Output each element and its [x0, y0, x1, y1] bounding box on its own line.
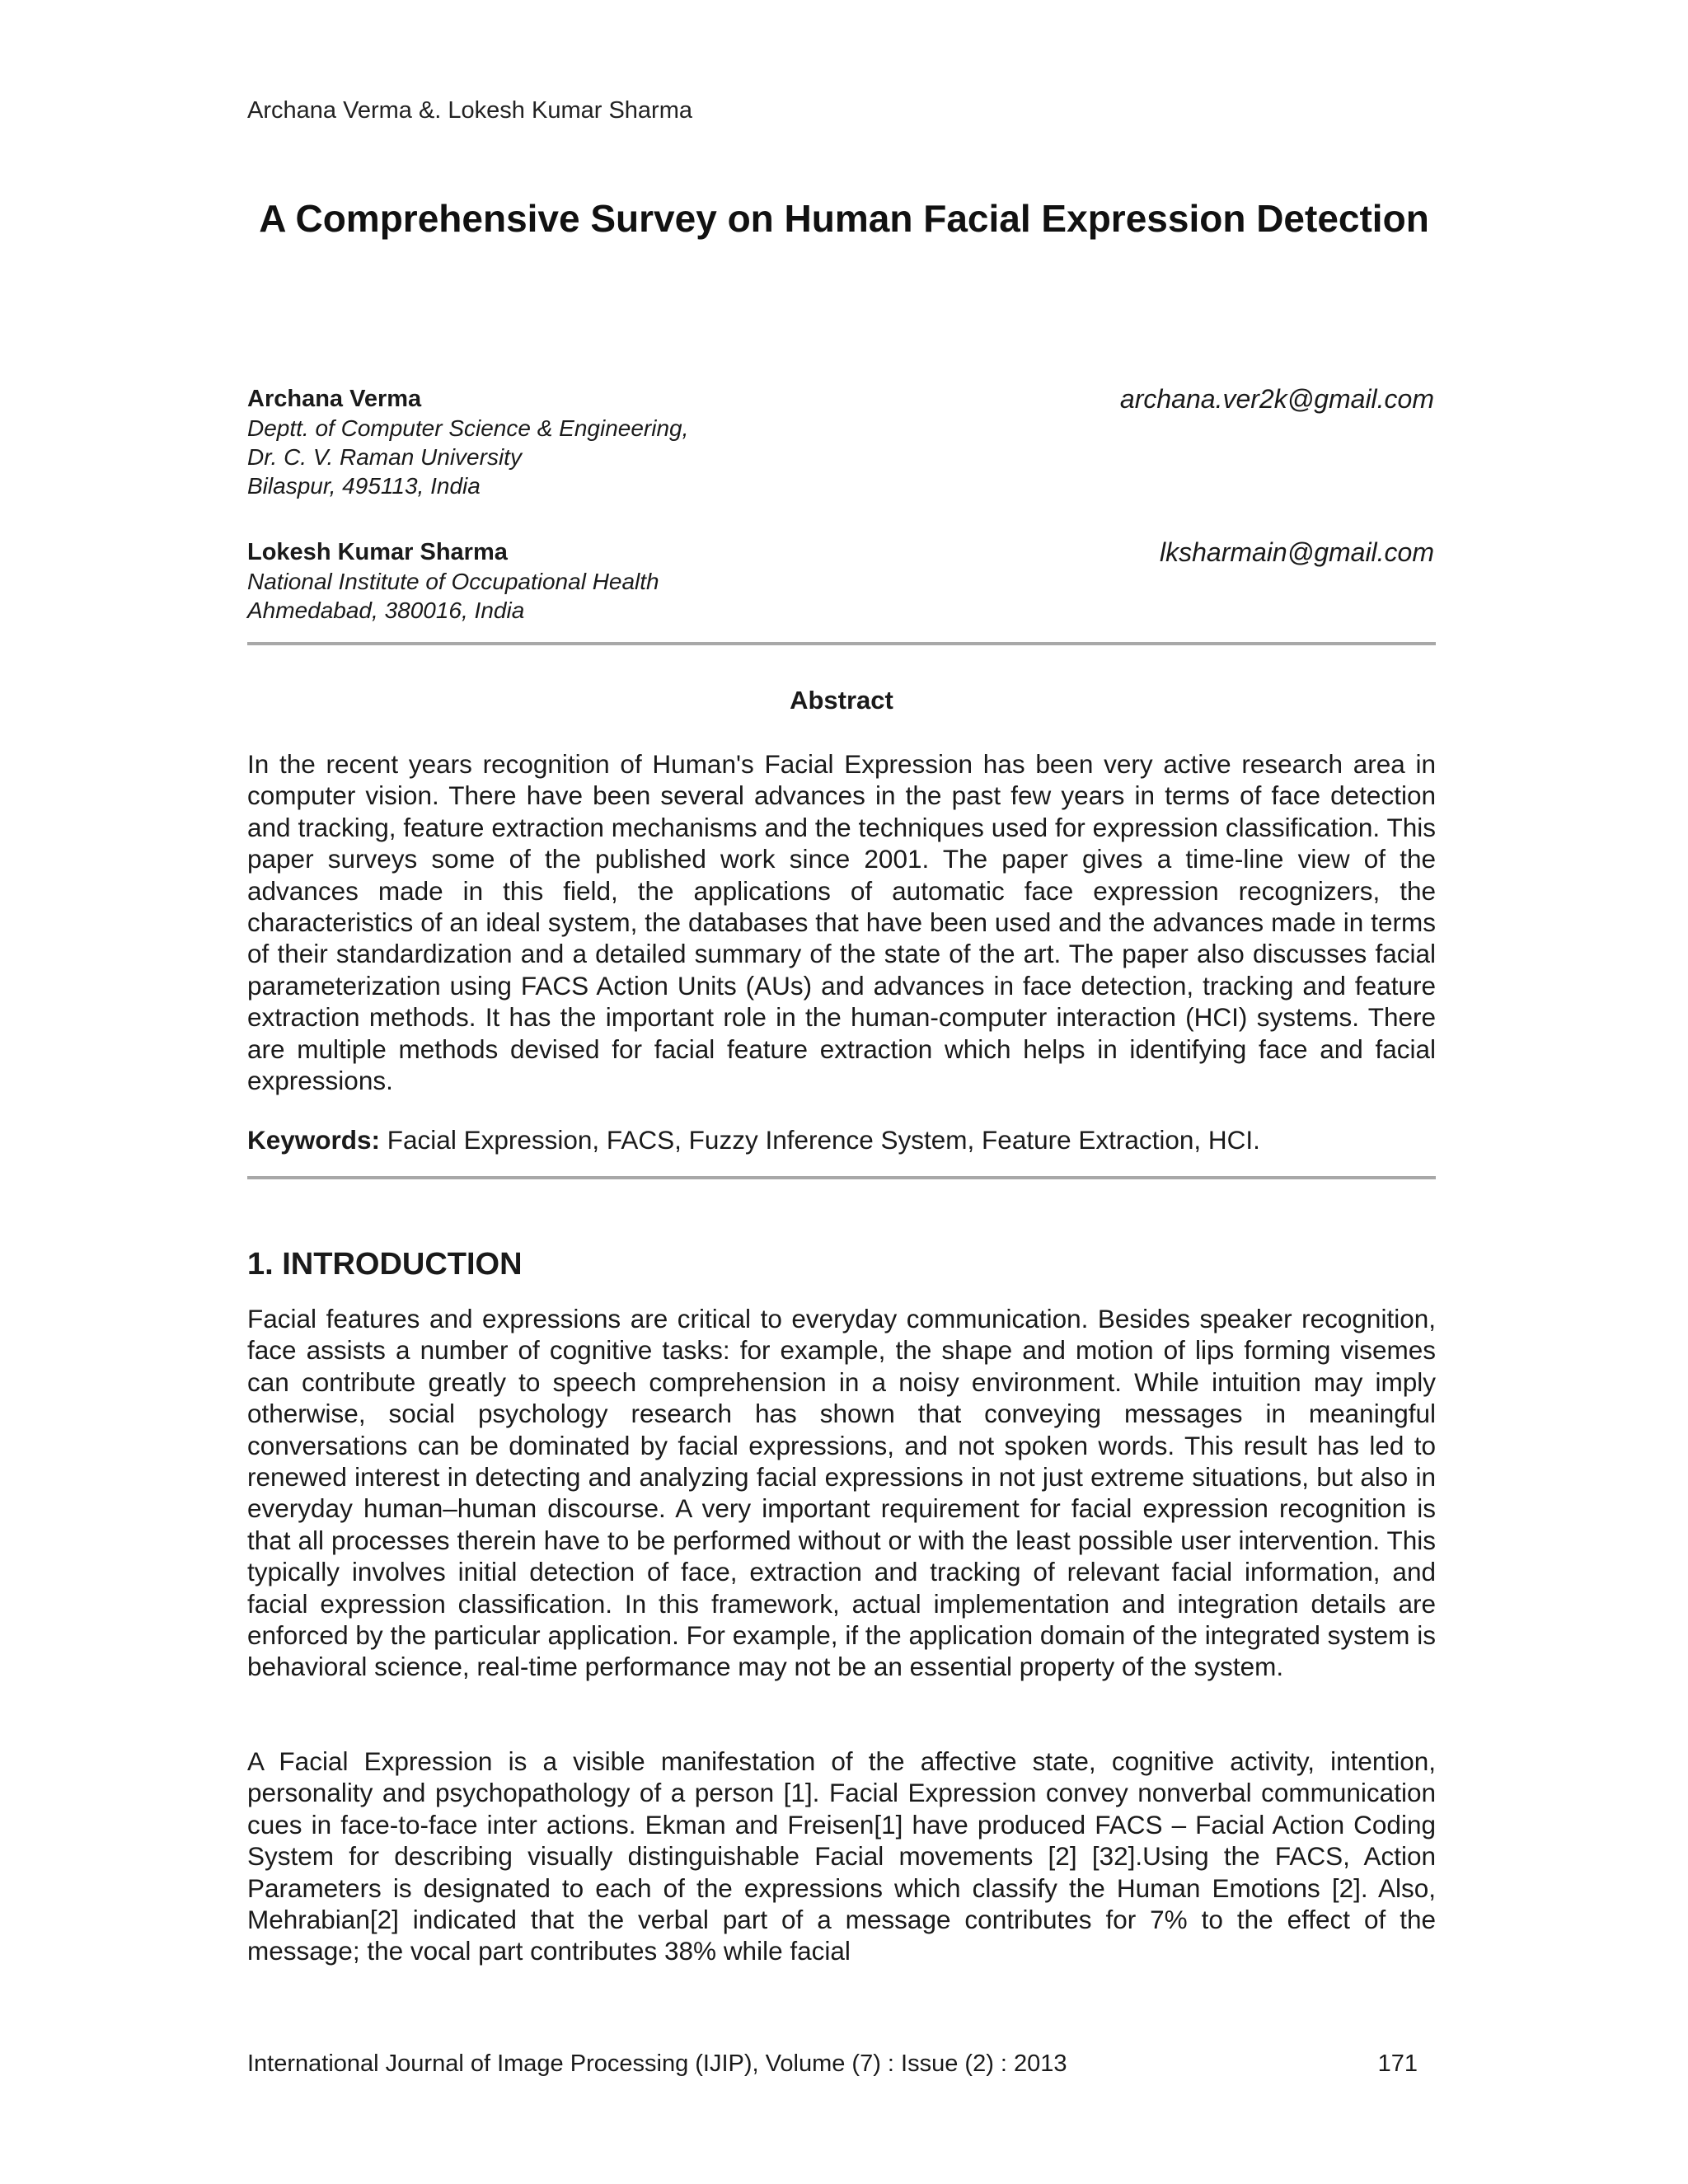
keywords-text: Facial Expression, FACS, Fuzzy Inference System, Feature Extraction, HCI.: [380, 1125, 1260, 1155]
author-block-2: [247, 537, 1434, 625]
author-affiliation-line: National Institute of Occupational Health: [247, 569, 659, 594]
keywords-label: Keywords:: [247, 1125, 381, 1155]
intro-paragraph-1: Facial features and expressions are critical to everyday communication. Besides speaker recognition, face assists a number of cognitive tasks: for example, the shape and motion of lips forming visemes can contribute greatly to speech comprehension in a noisy environment. While intuition may imply otherwise, social psychology research has shown that conveying messages in meaningful conversations can be dominated by facial expressions, and not spoken words. This result has led to renewed interest in detecting and analyzing facial expressions in not just extreme situations, but also in everyday human–human discourse. A very important requirement for facial expression recognition is that all processes therein have to be performed without or with the least possible user intervention. This typically involves initial detection of face, extraction and tracking of relevant facial information, and facial expression classification. In this framework, actual implementation and integration details are enforced by the particular application. For example, if the application domain of the integrated system is behavioral science, real-time performance may not be an essential property of the system.: [247, 1304, 1436, 1682]
divider-rule: [247, 642, 1436, 645]
keywords-line: [247, 1124, 1436, 1155]
abstract-text: In the recent years recognition of Human's Facial Expression has been very active research area in computer vision. There have been several advances in the past few years in terms of face detection and tracking, feature extraction mechanisms and the techniques used for expression classification. This paper surveys some of the published work since 2001. The paper gives a time-line view of the advances made in this field, the applications of automatic face expression recognizers, the characteristics of an ideal system, the databases that have been used and the advances made in terms of their standardization and a detailed summary of the state of the art. The paper also discusses facial parameterization using FACS Action Units (AUs) and advances in face detection, tracking and feature extraction methods. It has the important role in the human-computer interaction (HCI) systems. There are multiple methods devised for facial feature extraction which helps in identifying face and facial expressions.: [247, 749, 1436, 1096]
author-name: Archana Verma: [247, 386, 422, 412]
divider-rule: [247, 1176, 1436, 1179]
author-affiliation-line: Ahmedabad, 380016, India: [247, 598, 525, 623]
page-number: 171: [1377, 2050, 1418, 2077]
author-affiliation-line: Dr. C. V. Raman University: [247, 444, 522, 470]
abstract-heading: Abstract: [790, 686, 893, 715]
author-affiliation-line: Bilaspur, 495113, India: [247, 473, 481, 499]
author-email[interactable]: lksharmain@gmail.com: [1159, 537, 1434, 567]
intro-paragraph-2: A Facial Expression is a visible manifestation of the affective state, cognitive activity, intention, personality and psychopathology of a person [1]. Facial Expression convey nonverbal communication cues in face-to-face inter actions. Ekman and Freisen[1] have produced FACS – Facial Action Coding System for describing visually distinguishable Facial movements [2] [32].Using the FACS, Action Parameters is designated to each of the expressions which classify the Human Emotions [2]. Also, Mehrabian[2] indicated that the verbal part of a message contributes for 7% to the effect of the message; the vocal part contributes 38% while facial: [247, 1746, 1436, 1966]
section-heading: 1. INTRODUCTION: [247, 1247, 523, 1282]
author-affiliation-line: Deptt. of Computer Science & Engineering,: [247, 415, 689, 441]
paper-title: A Comprehensive Survey on Human Facial Expression Detection: [259, 197, 1429, 240]
footer-journal: International Journal of Image Processing (IJIP), Volume (7) : Issue (2) : 2013: [247, 2050, 1067, 2077]
running-head: Archana Verma &. Lokesh Kumar Sharma: [247, 97, 692, 124]
author-email[interactable]: archana.ver2k@gmail.com: [1119, 384, 1434, 414]
author-block-1: [247, 384, 1434, 500]
author-name: Lokesh Kumar Sharma: [247, 539, 508, 565]
